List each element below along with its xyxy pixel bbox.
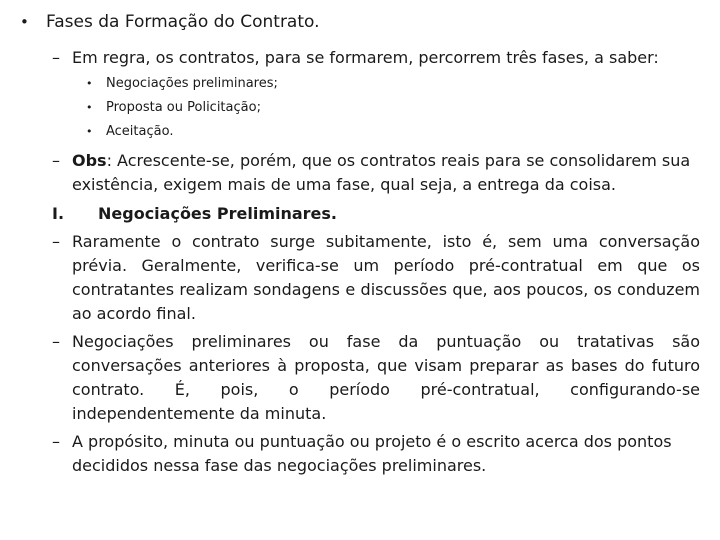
dash-marker: – bbox=[52, 151, 60, 170]
phase-text: Negociações preliminares; bbox=[106, 76, 278, 91]
intro-text: Em regra, os contratos, para se formarem, percorrem três fases, a saber: bbox=[72, 48, 659, 67]
section-title: Negociações Preliminares. bbox=[98, 204, 337, 223]
dash-marker: – bbox=[52, 232, 60, 251]
paragraph-item bbox=[52, 230, 700, 326]
roman-numeral: I. bbox=[52, 204, 65, 223]
bullet-marker: • bbox=[86, 101, 93, 114]
dash-marker: – bbox=[52, 332, 60, 351]
phase-text: Aceitação. bbox=[106, 124, 174, 139]
bullet-marker: • bbox=[20, 13, 29, 31]
paragraph-text: Negociações preliminares ou fase da puntuação ou tratativas são conversações anteriores à proposta, que visam preparar as bases do futuro contrato. É, pois, o período pré-contratual, configurando-se independentemente da minuta. bbox=[72, 332, 700, 423]
phase-text: Proposta ou Policitação; bbox=[106, 100, 261, 115]
section-heading bbox=[52, 202, 700, 226]
phase-item bbox=[86, 120, 646, 143]
obs-label: Obs bbox=[72, 151, 107, 170]
dash-marker: – bbox=[52, 48, 60, 67]
heading-bullet-item bbox=[20, 10, 710, 34]
paragraph-text: A propósito, minuta ou puntuação ou projeto é o escrito acerca dos pontos decididos nessa fase das negociações preliminares. bbox=[72, 432, 672, 475]
heading-text: Fases da Formação do Contrato. bbox=[46, 12, 320, 32]
obs-body: : Acrescente-se, porém, que os contratos reais para se consolidarem sua existência, exigem mais de uma fase, qual seja, a entrega da coisa. bbox=[72, 151, 691, 194]
bullet-marker: • bbox=[86, 77, 93, 90]
intro-item bbox=[52, 46, 700, 70]
phase-item bbox=[86, 96, 646, 119]
dash-marker: – bbox=[52, 432, 60, 451]
paragraph-item bbox=[52, 330, 700, 426]
obs-text bbox=[72, 149, 700, 197]
obs-item bbox=[52, 149, 700, 197]
paragraph-text: Raramente o contrato surge subitamente, isto é, sem uma conversação prévia. Geralmente, verifica-se um período pré-contratual em que os contratantes realizam sondagens e discussões que, aos poucos, os conduzem ao acordo final. bbox=[72, 232, 700, 323]
paragraph-item bbox=[52, 430, 700, 478]
bullet-marker: • bbox=[86, 125, 93, 138]
phase-item bbox=[86, 72, 646, 95]
